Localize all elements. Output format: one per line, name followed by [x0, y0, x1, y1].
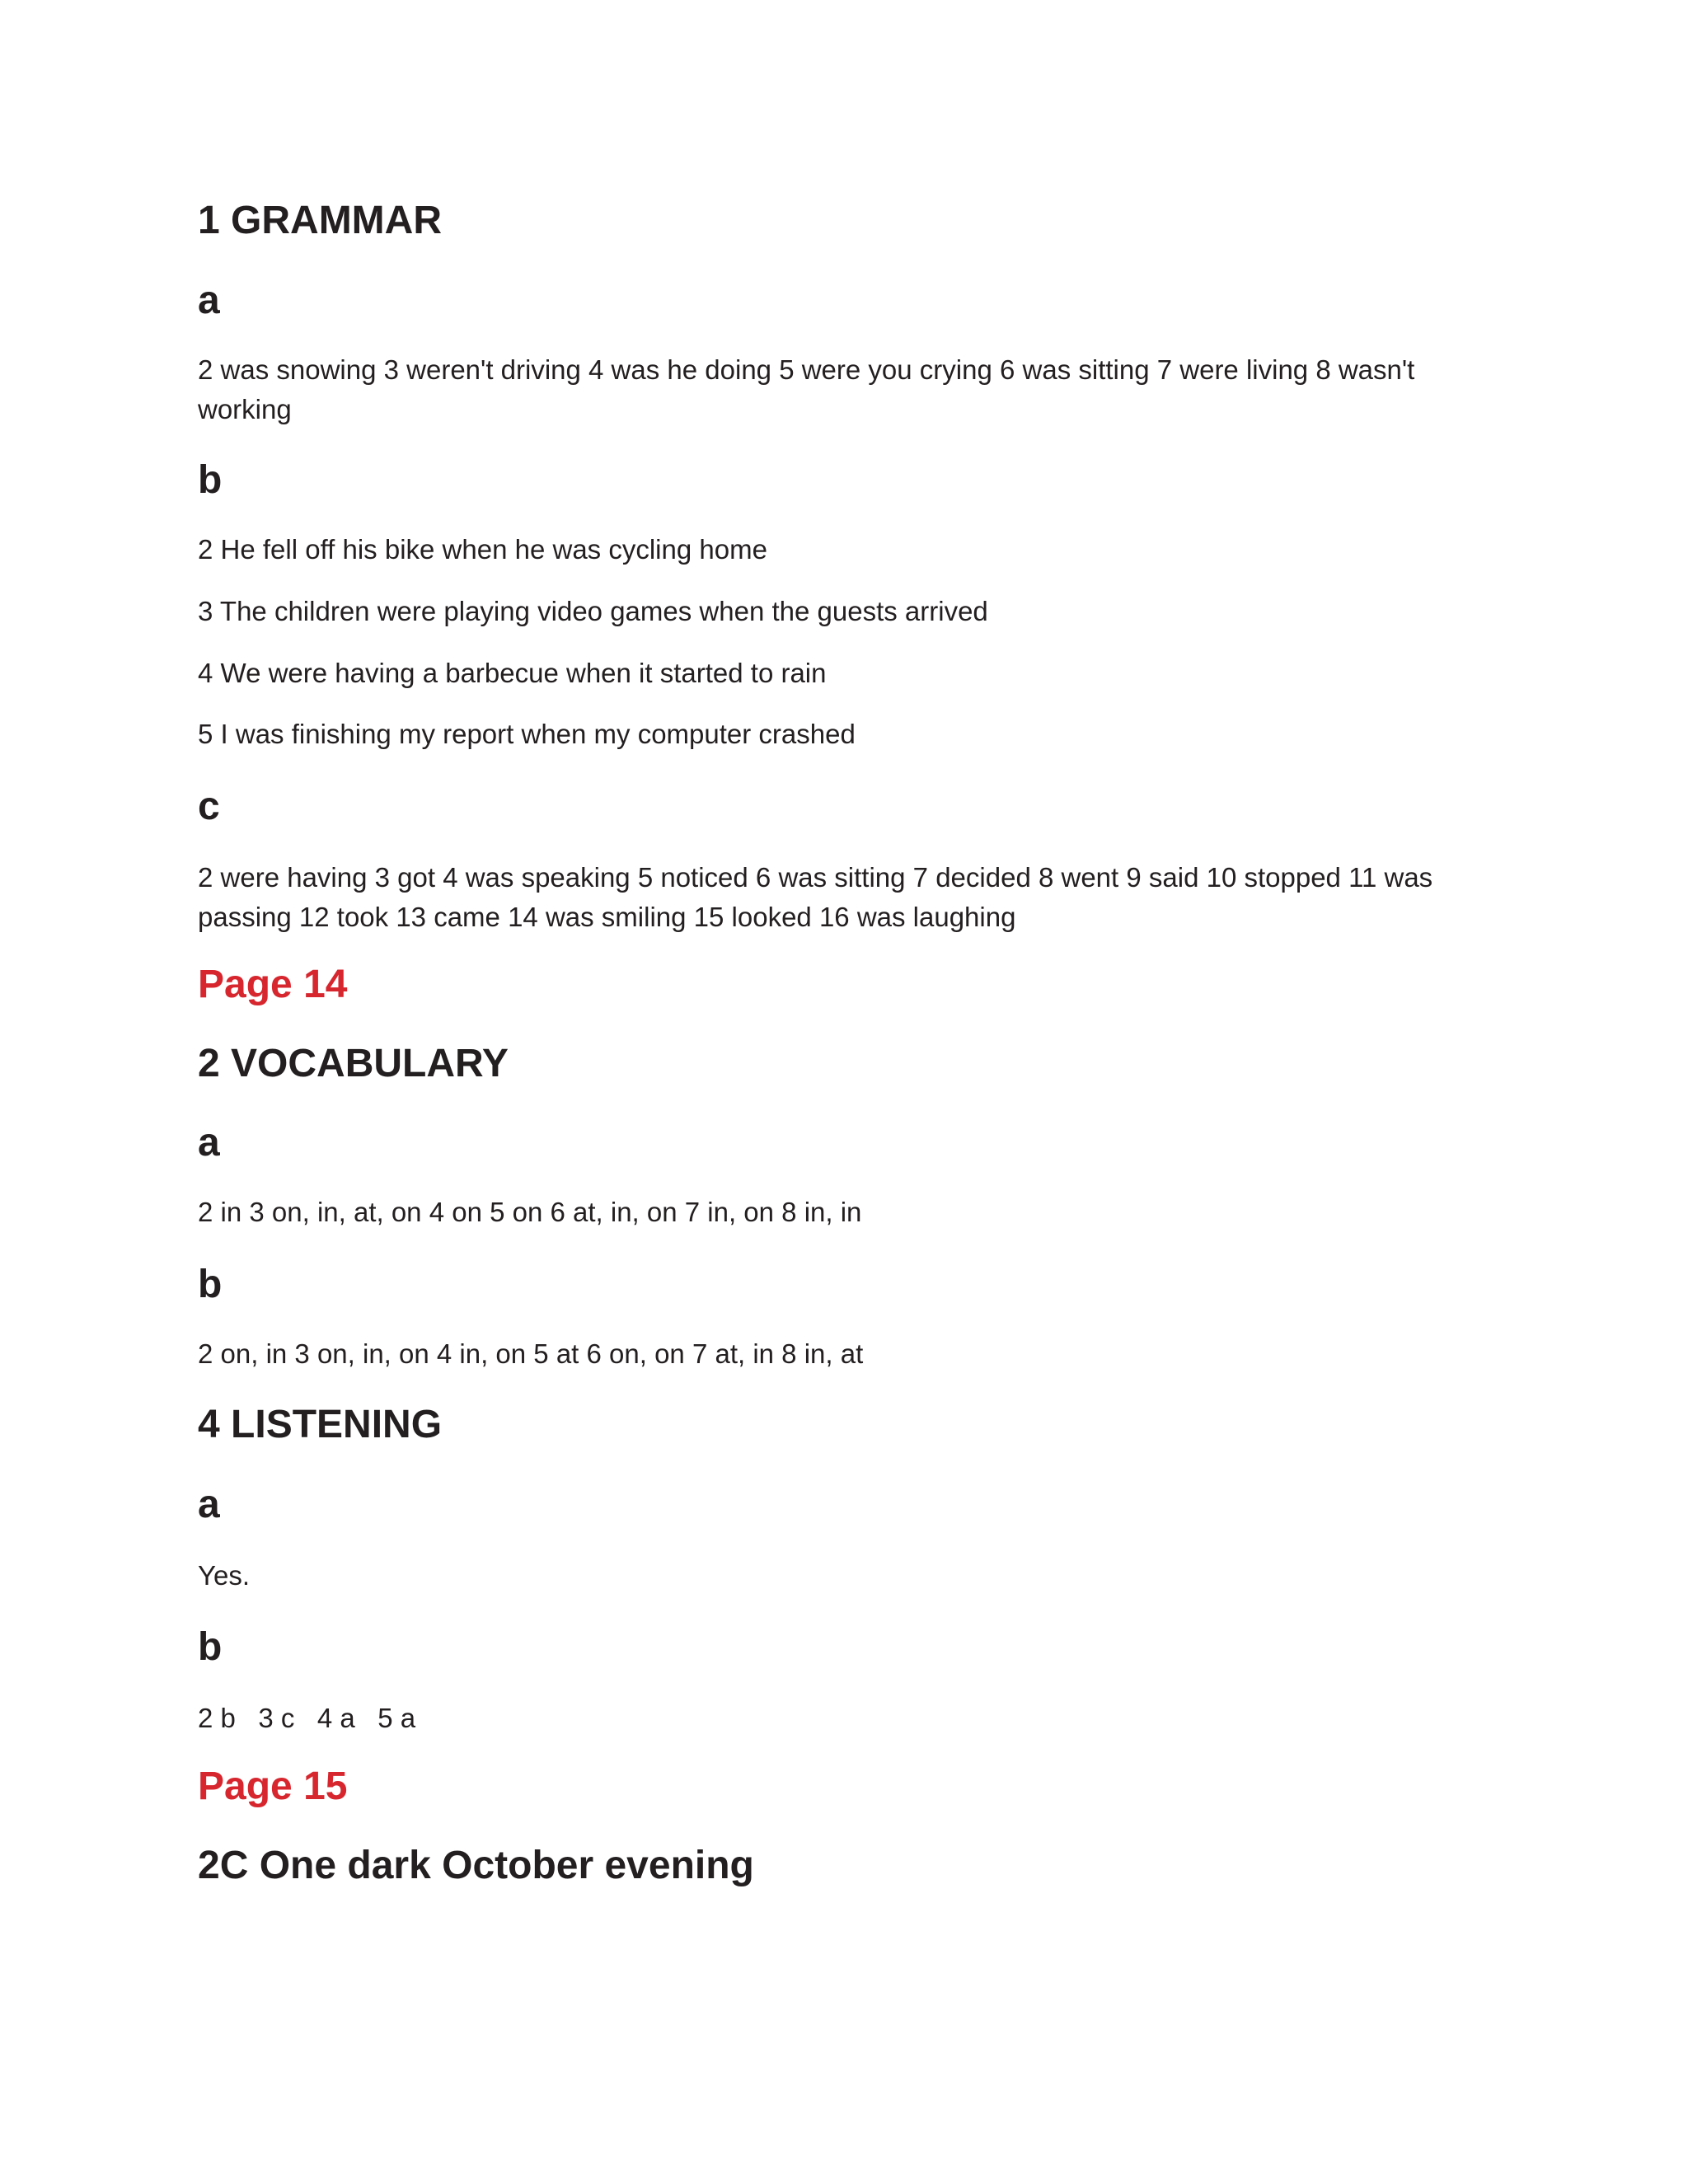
vocabulary-b-answers: 2 on, in 3 on, in, on 4 in, on 5 at 6 on, on 7 at, in 8 in, at [198, 1338, 864, 1369]
grammar-c-answers: 2 were having 3 got 4 was speaking 5 noticed 6 was sitting 7 decided 8 went 9 said 10 stopped 11 was passing 12 took 13 came 14 was smiling 15 looked 16 was laughing [198, 862, 1433, 932]
vocabulary-a-answers: 2 in 3 on, in, at, on 4 on 5 on 6 at, in, on 7 in, on 8 in, in [198, 1197, 862, 1227]
grammar-b-answer-3: 3 The children were playing video games when the guests arrived [198, 596, 988, 626]
section-2c-heading: 2C One dark October evening [198, 1844, 754, 1887]
vocabulary-heading: 2 VOCABULARY [198, 1042, 509, 1085]
listening-heading: 4 LISTENING [198, 1403, 443, 1446]
listening-a-label: a [198, 1483, 220, 1526]
grammar-b-answer-4: 4 We were having a barbecue when it started to rain [198, 658, 827, 688]
grammar-b-answer-2: 2 He fell off his bike when he was cycling home [198, 534, 767, 565]
grammar-a-label: a [198, 279, 220, 322]
page-14-heading: Page 14 [198, 963, 348, 1006]
vocabulary-b-label: b [198, 1263, 223, 1306]
page-15-heading: Page 15 [198, 1765, 348, 1808]
vocabulary-a-label: a [198, 1121, 220, 1165]
grammar-c-label: c [198, 785, 220, 828]
listening-b-answers: 2 b 3 c 4 a 5 a [198, 1703, 416, 1733]
listening-a-answer: Yes. [198, 1560, 251, 1591]
grammar-b-answer-5: 5 I was finishing my report when my computer crashed [198, 719, 856, 749]
grammar-b-label: b [198, 458, 223, 502]
grammar-a-answers: 2 was snowing 3 weren't driving 4 was he doing 5 were you crying 6 was sitting 7 were living 8 wasn't working [198, 354, 1415, 424]
grammar-heading: 1 GRAMMAR [198, 199, 442, 242]
listening-b-label: b [198, 1625, 223, 1669]
